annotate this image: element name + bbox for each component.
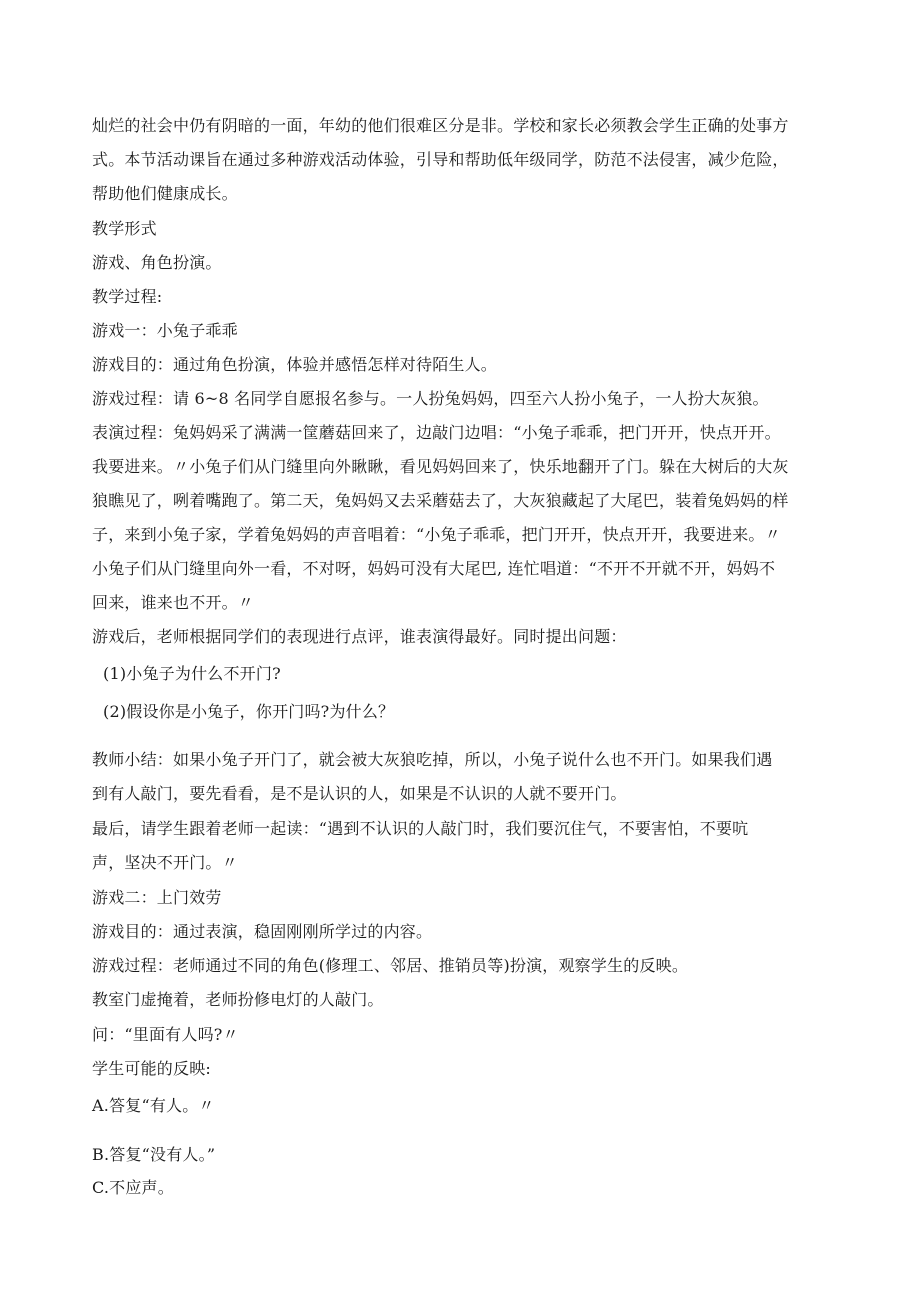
text-line: 声，坚决不开门。〃: [92, 853, 238, 872]
game-title: 游戏一：小兔子乖乖: [92, 321, 238, 340]
text-line: 学生可能的反映:: [92, 1059, 211, 1078]
text-line: 游戏后，老师根据同学们的表现进行点评，谁表演得最好。同时提出问题：: [92, 627, 627, 646]
game-title: 游戏二：上门效劳: [92, 888, 222, 907]
option-item: C.不应声。: [92, 1178, 174, 1197]
section-heading: 教学过程:: [92, 287, 163, 306]
text-line: 游戏过程：老师通过不同的角色(修理工、邻居、推销员等)扮演，观察学生的反映。: [92, 956, 689, 975]
text-line: 回来，谁来也不开。〃: [92, 593, 255, 612]
text-line: 问：“里面有人吗?〃: [92, 1025, 239, 1044]
option-item: A.答复“有人。〃: [92, 1096, 215, 1115]
text-line: 游戏过程：请 6~8 名同学自愿报名参与。一人扮兔妈妈，四至六人扮小兔子，一人扮大灰狼。: [92, 389, 769, 408]
text-line: 子，来到小兔子家，学着兔妈妈的声音唱着：“小兔子乖乖，把门开开，快点开开，我要进来。〃: [92, 525, 781, 544]
text-line: 游戏目的：通过角色扮演，体验并感悟怎样对待陌生人。: [92, 355, 498, 374]
text-line: 游戏、角色扮演。: [92, 253, 222, 272]
text-line: 狼瞧见了，咧着嘴跑了。第二天，兔妈妈又去采蘑菇去了，大灰狼藏起了大尾巴，装着兔妈妈的样: [92, 491, 789, 510]
section-heading: 教学形式: [92, 219, 157, 238]
text-line: 帮助他们健康成长。: [92, 184, 238, 203]
text-line: 小兔子们从门缝里向外一看，不对呀，妈妈可没有大尾巴, 连忙唱道：“不开不开就不开，妈妈不: [92, 559, 776, 578]
question-item: (2)假设你是小兔子，你开门吗?为什么？: [103, 702, 395, 721]
text-line: 游戏目的：通过表演，稳固刚刚所学过的内容。: [92, 922, 433, 941]
text-line: 教师小结：如果小兔子开门了，就会被大灰狼吃掉，所以，小兔子说什么也不开门。如果我们遇: [92, 750, 773, 769]
text-line: 教室门虚掩着，老师扮修电灯的人敲门。: [92, 990, 384, 1009]
option-item: B.答复“没有人。”: [92, 1145, 216, 1164]
question-item: (1)小兔子为什么不开门?: [103, 664, 281, 683]
text-line: 式。本节活动课旨在通过多种游戏活动体验，引导和帮助低年级同学，防范不法侵害，减少危险，: [92, 150, 789, 169]
text-line: 我要进来。〃小兔子们从门缝里向外瞅瞅，看见妈妈回来了，快乐地翻开了门。躲在大树后的大灰: [92, 457, 789, 476]
text-line: 到有人敲门，要先看看，是不是认识的人，如果是不认识的人就不要开门。: [92, 784, 627, 803]
text-line: 灿烂的社会中仍有阴暗的一面，年幼的他们很难区分是非。学校和家长必须教会学生正确的处事方: [92, 116, 789, 135]
text-line: 最后，请学生跟着老师一起读：“遇到不认识的人敲门时，我们要沉住气，不要害怕，不要吭: [92, 819, 749, 838]
text-line: 表演过程：兔妈妈采了满满一筐蘑菇回来了，边敲门边唱：“小兔子乖乖，把门开开，快点开开。: [92, 423, 781, 442]
